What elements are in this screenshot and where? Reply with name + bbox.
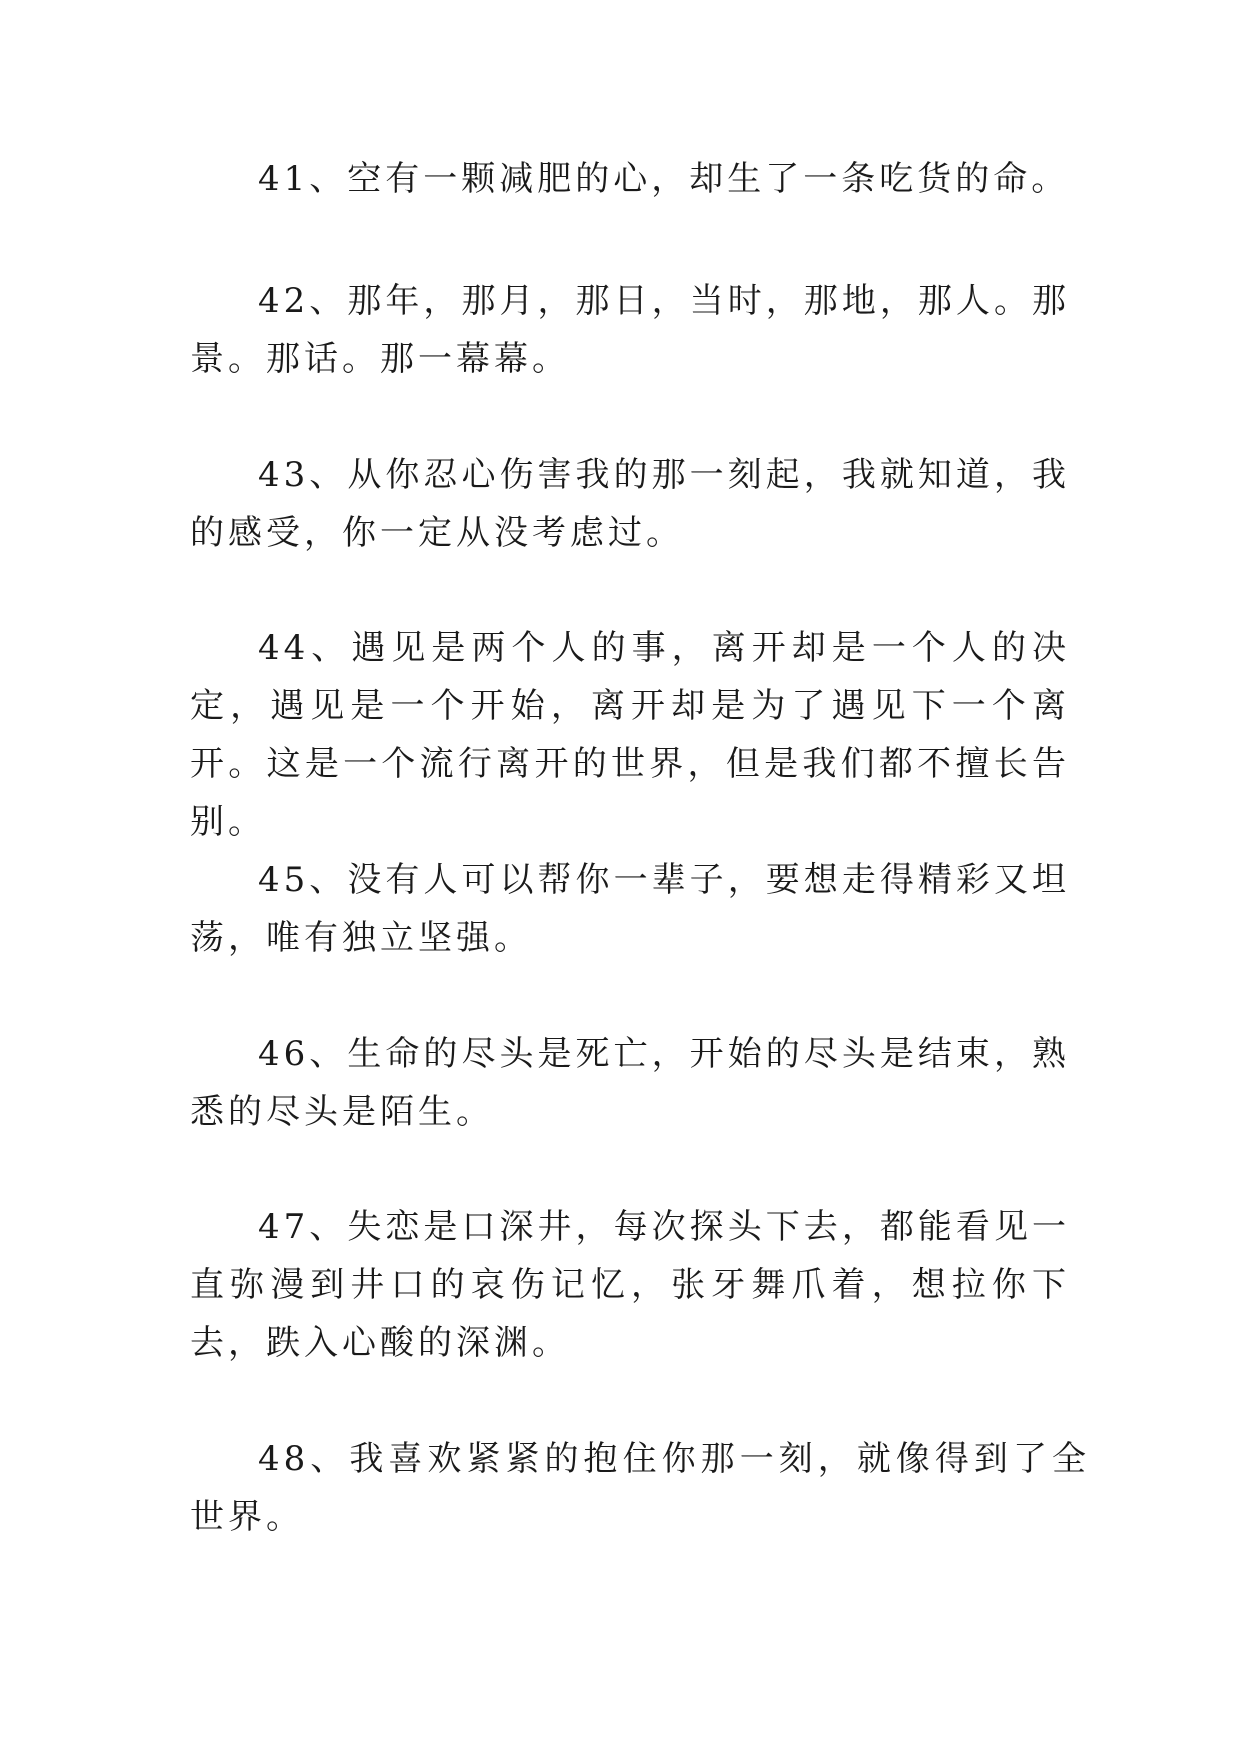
quote-paragraph-42: 42、那年，那月，那日，当时，那地，那人。那景。那话。那一幕幕。	[190, 281, 1070, 379]
quote-paragraph-47: 47、失恋是口深井，每次探头下去，都能看见一直弥漫到井口的哀伤记忆，张牙舞爪着，想拉你下去，跌入心酸的深渊。	[190, 1207, 1070, 1363]
quote-paragraph-45: 45、没有人可以帮你一辈子，要想走得精彩又坦荡，唯有独立坚强。	[190, 860, 1070, 958]
quote-paragraph-48: 48、我喜欢紧紧的抱住你那一刻，就像得到了全世界。	[190, 1439, 1090, 1537]
quote-paragraph-46: 46、生命的尽头是死亡，开始的尽头是结束，熟悉的尽头是陌生。	[190, 1034, 1070, 1132]
quote-paragraph-43: 43、从你忍心伤害我的那一刻起，我就知道，我的感受，你一定从没考虑过。	[190, 455, 1070, 553]
quote-paragraph-44: 44、遇见是两个人的事，离开却是一个人的决定，遇见是一个开始，离开却是为了遇见下一个离开。这是一个流行离开的世界，但是我们都不擅长告别。	[190, 628, 1070, 842]
quote-paragraph-41: 41、空有一颗减肥的心，却生了一条吃货的命。	[258, 159, 1070, 199]
